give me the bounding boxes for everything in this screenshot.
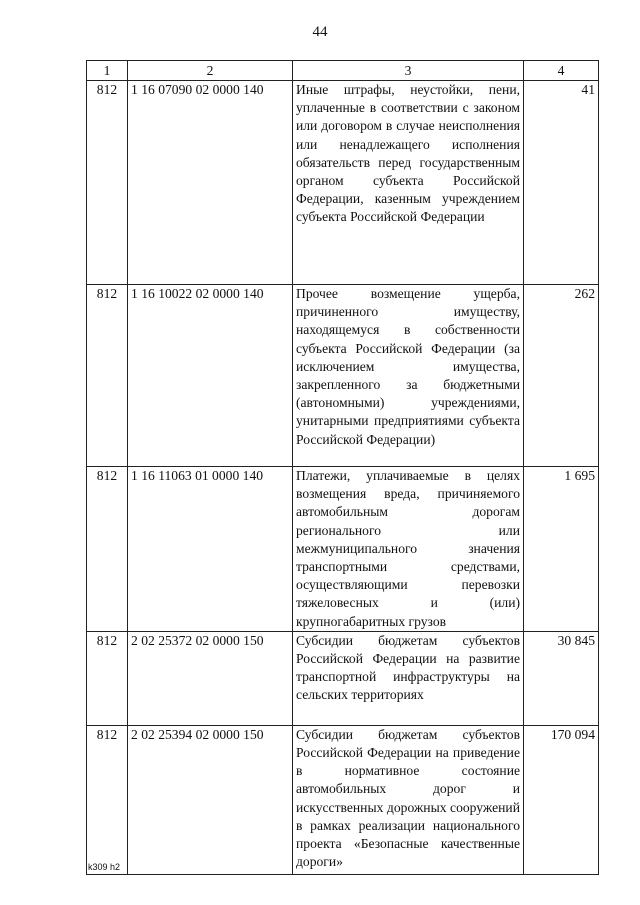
revenue-name-cell: Прочее возмещение ущерба, причиненного имуществу, находящемуся в собственности субъекта Российской Федерации (за исключением имущества, закрепленного за бюджетными (автономными) учреждениями, унитарными предприятиями субъекта Российской Федерации): [293, 285, 524, 467]
table-row: [87, 725, 599, 874]
amount-cell: 1 695: [524, 467, 599, 632]
document-footer-code: k309 h2: [88, 862, 121, 872]
revenue-name-cell: Платежи, уплачиваемые в целях возмещения вреда, причиняемого автомобильным дорогам регионального или межмуниципального значения транспортными средствами, осуществляющими перевозки тяжеловесных и (или) крупногабаритных грузов: [293, 467, 524, 632]
budget-code-cell: 1 16 07090 02 0000 140: [128, 81, 293, 285]
table-row: [87, 285, 599, 467]
amount-cell: 262: [524, 285, 599, 467]
revenue-name-cell: Субсидии бюджетам субъектов Российской Федерации на развитие транспортной инфраструктуры на сельских территориях: [293, 631, 524, 725]
page-number: 44: [312, 24, 328, 40]
column-header-1: 1: [87, 61, 128, 81]
budget-code-cell: 2 02 25372 02 0000 150: [128, 631, 293, 725]
column-header-4: 4: [524, 61, 599, 81]
revenue-name-cell: Субсидии бюджетам субъектов Российской Федерации на приведение в нормативное состояние автомобильных дорог и искусственных дорожных сооружений в рамках реализации национального проекта «Безопасные качественные дороги»: [293, 725, 524, 874]
admin-code-cell: 812: [87, 81, 128, 285]
table-row: [87, 631, 599, 725]
column-header-3: 3: [293, 61, 524, 81]
revenue-table: [86, 60, 599, 875]
amount-cell: 41: [524, 81, 599, 285]
admin-code-cell: 812: [87, 631, 128, 725]
amount-cell: 30 845: [524, 631, 599, 725]
table-header-row: [87, 61, 599, 81]
table-row: [87, 81, 599, 285]
column-header-2: 2: [128, 61, 293, 81]
budget-code-cell: 1 16 10022 02 0000 140: [128, 285, 293, 467]
revenue-name-cell: Иные штрафы, неустойки, пени, уплаченные в соответствии с законом или договором в случае неисполнения или ненадлежащего исполнения обязательств перед государственным органом субъекта Российской Федерации, казенным учреждением субъекта Российской Федерации: [293, 81, 524, 285]
admin-code-cell: 812: [87, 725, 128, 874]
table-row: [87, 467, 599, 632]
amount-cell: 170 094: [524, 725, 599, 874]
admin-code-cell: 812: [87, 467, 128, 632]
budget-code-cell: 2 02 25394 02 0000 150: [128, 725, 293, 874]
budget-code-cell: 1 16 11063 01 0000 140: [128, 467, 293, 632]
admin-code-cell: 812: [87, 285, 128, 467]
